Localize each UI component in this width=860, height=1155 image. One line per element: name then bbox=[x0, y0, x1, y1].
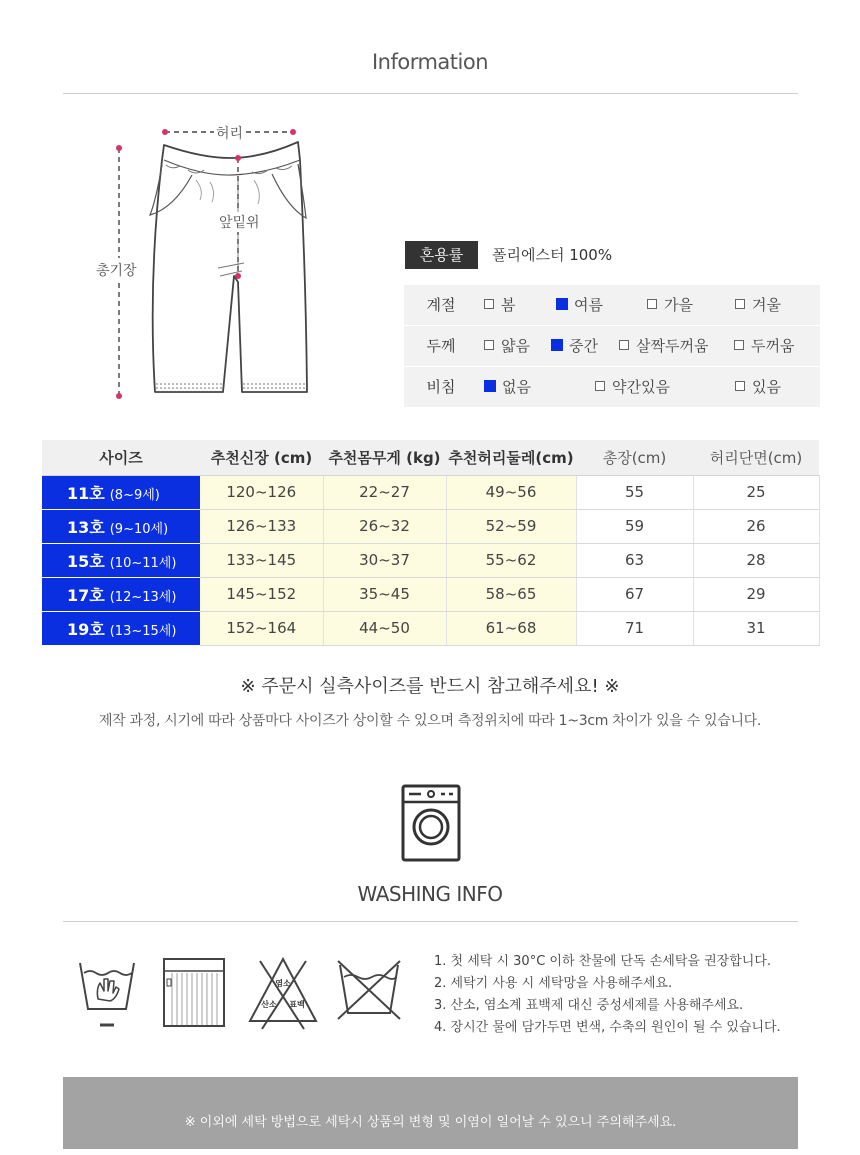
footer-banner bbox=[63, 1077, 798, 1149]
no-bleach-icon bbox=[248, 955, 318, 1035]
height-cell: 152~164 bbox=[200, 611, 323, 645]
checkbox-icon bbox=[735, 381, 745, 391]
thickness-option-medium: 중간 bbox=[551, 326, 598, 366]
checkbox-icon bbox=[619, 340, 629, 350]
checkbox-icon bbox=[647, 299, 657, 309]
weight-cell: 26~32 bbox=[323, 509, 446, 543]
waist-flat-cell: 28 bbox=[693, 543, 819, 577]
length-cell: 71 bbox=[576, 611, 693, 645]
checkbox-icon bbox=[595, 381, 605, 391]
table-row bbox=[42, 543, 819, 577]
waist-flat-cell: 25 bbox=[693, 475, 819, 509]
size-cell: 15호 (10~11세) bbox=[42, 543, 200, 577]
divider bbox=[63, 93, 798, 94]
list-item: 2. 세탁기 사용 시 세탁망을 사용해주세요. bbox=[434, 976, 673, 991]
checked-box-icon bbox=[551, 339, 563, 351]
sheerness-label: 비침 bbox=[426, 378, 456, 396]
checkbox-icon bbox=[735, 299, 745, 309]
size-notice: ※ 주문시 실측사이즈를 반드시 참고해주세요! ※ bbox=[240, 676, 620, 697]
weight-cell: 22~27 bbox=[323, 475, 446, 509]
header-size: 사이즈 bbox=[42, 440, 200, 475]
length-cell: 55 bbox=[576, 475, 693, 509]
checkbox-icon bbox=[484, 340, 494, 350]
season-option-summer: 여름 bbox=[556, 285, 603, 325]
height-cell: 120~126 bbox=[200, 475, 323, 509]
waist-flat-cell: 26 bbox=[693, 509, 819, 543]
divider bbox=[63, 921, 798, 922]
sheerness-option-slight: 약간있음 bbox=[595, 367, 670, 407]
thickness-label: 두께 bbox=[426, 337, 456, 355]
list-item: 1. 첫 세탁 시 30°C 이하 찬물에 단독 손세탁을 권장합니다. bbox=[434, 954, 772, 969]
height-cell: 126~133 bbox=[200, 509, 323, 543]
size-table bbox=[42, 440, 820, 646]
size-cell: 11호 (8~9세) bbox=[42, 475, 200, 509]
laundry-net-icon bbox=[162, 955, 226, 1035]
fabric-value: 폴리에스터 100% bbox=[492, 246, 613, 264]
footer-text: ※ 이외에 세탁 방법으로 세탁시 상품의 변형 및 이염이 일어날 수 있으니 주의해주세요. bbox=[184, 1115, 677, 1130]
sheerness-option-yes: 있음 bbox=[735, 367, 781, 407]
size-cell: 19호 (13~15세) bbox=[42, 611, 200, 645]
bleach-oxygen-text: 산소 bbox=[261, 1000, 277, 1009]
weight-cell: 30~37 bbox=[323, 543, 446, 577]
weight-cell: 35~45 bbox=[323, 577, 446, 611]
waist-cell: 55~62 bbox=[446, 543, 576, 577]
rise-label: 앞밑위 bbox=[218, 212, 261, 232]
no-machine-wash-icon bbox=[334, 955, 404, 1035]
header-height: 추천신장 (cm) bbox=[200, 440, 323, 475]
height-cell: 145~152 bbox=[200, 577, 323, 611]
washing-machine-icon bbox=[401, 784, 461, 862]
waist-flat-cell: 31 bbox=[693, 611, 819, 645]
table-row bbox=[42, 577, 819, 611]
sheerness-row bbox=[404, 367, 820, 407]
bleach-text: 표백 bbox=[289, 1000, 305, 1009]
garment-diagram bbox=[92, 120, 312, 410]
thickness-option-thin: 얇음 bbox=[484, 326, 530, 366]
season-option-autumn: 가을 bbox=[647, 285, 693, 325]
checkbox-icon bbox=[734, 340, 744, 350]
info-title: Information bbox=[371, 50, 489, 74]
bleach-chlorine-text: 염소 bbox=[275, 979, 291, 988]
size-cell: 13호 (9~10세) bbox=[42, 509, 200, 543]
washing-instructions bbox=[434, 951, 781, 1039]
checked-box-icon bbox=[484, 380, 496, 392]
waist-cell: 58~65 bbox=[446, 577, 576, 611]
thickness-option-thick: 두꺼움 bbox=[734, 326, 794, 366]
waist-cell: 52~59 bbox=[446, 509, 576, 543]
waist-cell: 61~68 bbox=[446, 611, 576, 645]
header-waist-flat: 허리단면(cm) bbox=[693, 440, 819, 475]
washing-info-title: WASHING INFO bbox=[357, 882, 503, 906]
header-weight: 추천몸무게 (kg) bbox=[323, 440, 446, 475]
header-waist: 추천허리둘레(cm) bbox=[446, 440, 576, 475]
size-cell: 17호 (12~13세) bbox=[42, 577, 200, 611]
season-label: 계절 bbox=[426, 296, 456, 314]
table-row bbox=[42, 475, 819, 509]
list-item: 3. 산소, 염소계 표백제 대신 중성세제를 사용해주세요. bbox=[434, 998, 744, 1013]
fabric-label: 혼용률 bbox=[405, 241, 478, 269]
header-length: 총장(cm) bbox=[576, 440, 693, 475]
sheerness-option-none: 없음 bbox=[484, 367, 531, 407]
hand-wash-icon bbox=[78, 955, 136, 1035]
season-option-spring: 봄 bbox=[484, 285, 516, 325]
weight-cell: 44~50 bbox=[323, 611, 446, 645]
length-cell: 59 bbox=[576, 509, 693, 543]
waist-flat-cell: 29 bbox=[693, 577, 819, 611]
table-row bbox=[42, 509, 819, 543]
thickness-option-slightly-thick: 살짝두꺼움 bbox=[619, 326, 708, 366]
length-cell: 63 bbox=[576, 543, 693, 577]
waist-cell: 49~56 bbox=[446, 475, 576, 509]
table-row bbox=[42, 611, 819, 645]
season-row bbox=[404, 285, 820, 325]
thickness-row bbox=[404, 326, 820, 366]
checked-box-icon bbox=[556, 298, 568, 310]
height-cell: 133~145 bbox=[200, 543, 323, 577]
season-option-winter: 겨울 bbox=[735, 285, 781, 325]
size-subnotice: 제작 과정, 시기에 따라 상품마다 사이즈가 상이할 수 있으며 측정위치에 따라 1~3cm 차이가 있을 수 있습니다. bbox=[98, 713, 762, 729]
list-item: 4. 장시간 물에 담가두면 변색, 수축의 원인이 될 수 있습니다. bbox=[434, 1020, 781, 1035]
checkbox-icon bbox=[484, 299, 494, 309]
waist-label: 허리 bbox=[214, 123, 245, 143]
length-cell: 67 bbox=[576, 577, 693, 611]
size-table-header bbox=[42, 440, 819, 475]
length-label: 총기장 bbox=[96, 258, 137, 282]
